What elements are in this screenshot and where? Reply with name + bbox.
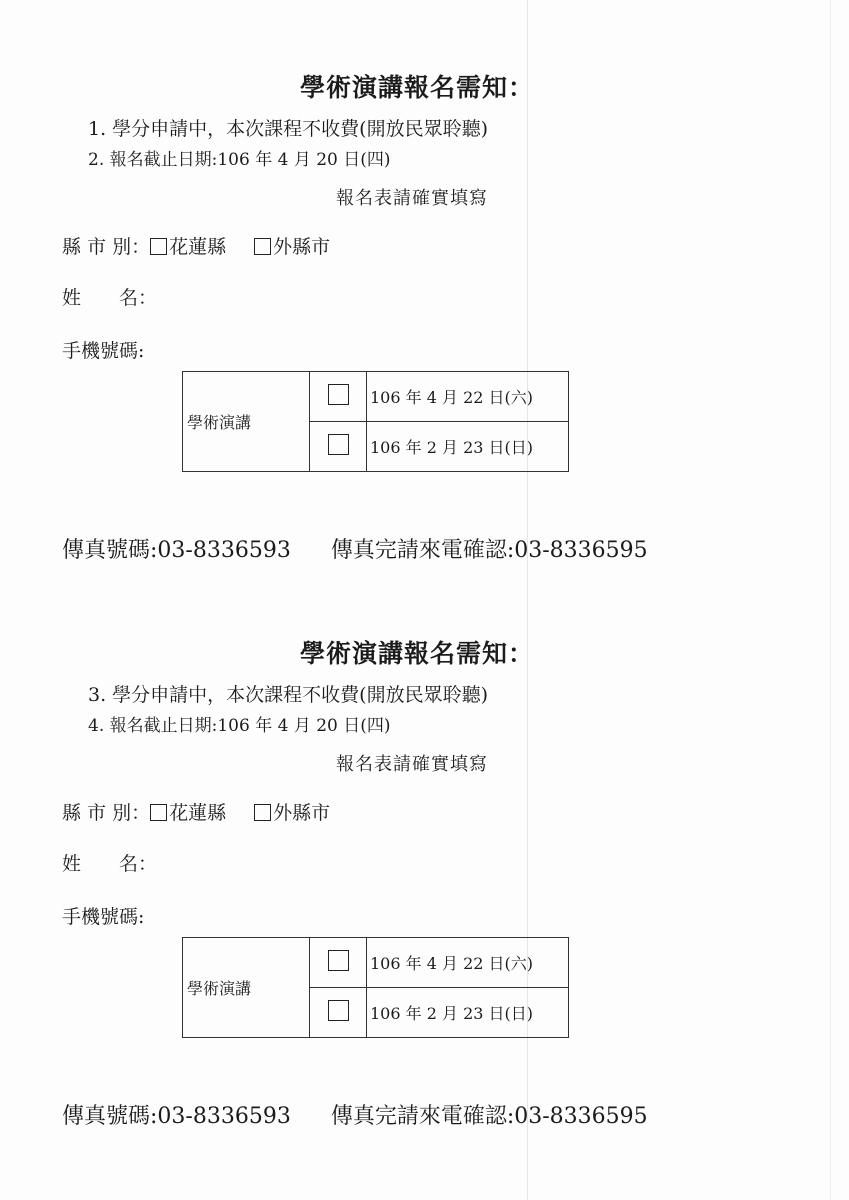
session-table [182,371,569,472]
session-2-checkbox[interactable] [328,434,349,455]
session-table [182,937,569,1038]
session-1-date: 106 年 4 月 22 日(六) [367,938,569,988]
fax-row [62,1099,648,1130]
note-credit: 1. 學分申請中，本次課程不收費(開放民眾聆聽) [88,118,488,140]
session-1-checkbox[interactable] [328,950,349,971]
table-row [183,938,569,988]
session-2-cell [310,422,367,472]
county-row [62,798,330,825]
county-label: 縣 市 別： [62,802,151,824]
session-2-date: 106 年 2 月 23 日(日) [367,988,569,1038]
phone-label: 手機號碼: [62,340,145,362]
county-hualien-label: 花蓮縣 [169,802,227,824]
county-row [62,232,330,259]
county-other-label: 外縣市 [273,802,331,824]
county-hualien-checkbox[interactable] [150,238,167,255]
note-credit: 3. 學分申請中，本次課程不收費(開放民眾聆聽) [88,684,488,706]
name-label: 姓 名： [62,287,158,309]
registration-form-1 [0,0,849,570]
form-subtitle: 報名表請確實填寫 [336,754,488,775]
form-title: 學術演講報名需知： [300,639,535,668]
note-deadline: 4. 報名截止日期:106 年 4 月 20 日(四) [88,716,391,736]
confirm-phone: 傳真完請來電確認:03-8336595 [330,1104,648,1129]
county-label: 縣 市 別： [62,236,151,258]
session-1-checkbox[interactable] [328,384,349,405]
session-1-cell [310,372,367,422]
session-category: 學術演講 [183,372,310,472]
note-deadline: 2. 報名截止日期:106 年 4 月 20 日(四) [88,150,391,170]
name-label: 姓 名： [62,853,158,875]
county-other-checkbox[interactable] [254,238,271,255]
fax-row [62,533,648,564]
form-title: 學術演講報名需知： [300,73,535,102]
confirm-phone: 傳真完請來電確認:03-8336595 [330,538,648,563]
registration-form-2 [0,566,849,1136]
fax-number: 傳真號碼:03-8336593 [62,1104,291,1129]
county-hualien-checkbox[interactable] [150,804,167,821]
session-2-checkbox[interactable] [328,1000,349,1021]
session-category: 學術演講 [183,938,310,1038]
form-subtitle: 報名表請確實填寫 [336,188,488,209]
phone-label: 手機號碼: [62,906,145,928]
table-row [183,372,569,422]
county-hualien-label: 花蓮縣 [169,236,227,258]
fax-number: 傳真號碼:03-8336593 [62,538,291,563]
session-2-cell [310,988,367,1038]
county-other-label: 外縣市 [273,236,331,258]
county-other-checkbox[interactable] [254,804,271,821]
session-2-date: 106 年 2 月 23 日(日) [367,422,569,472]
session-1-cell [310,938,367,988]
session-1-date: 106 年 4 月 22 日(六) [367,372,569,422]
